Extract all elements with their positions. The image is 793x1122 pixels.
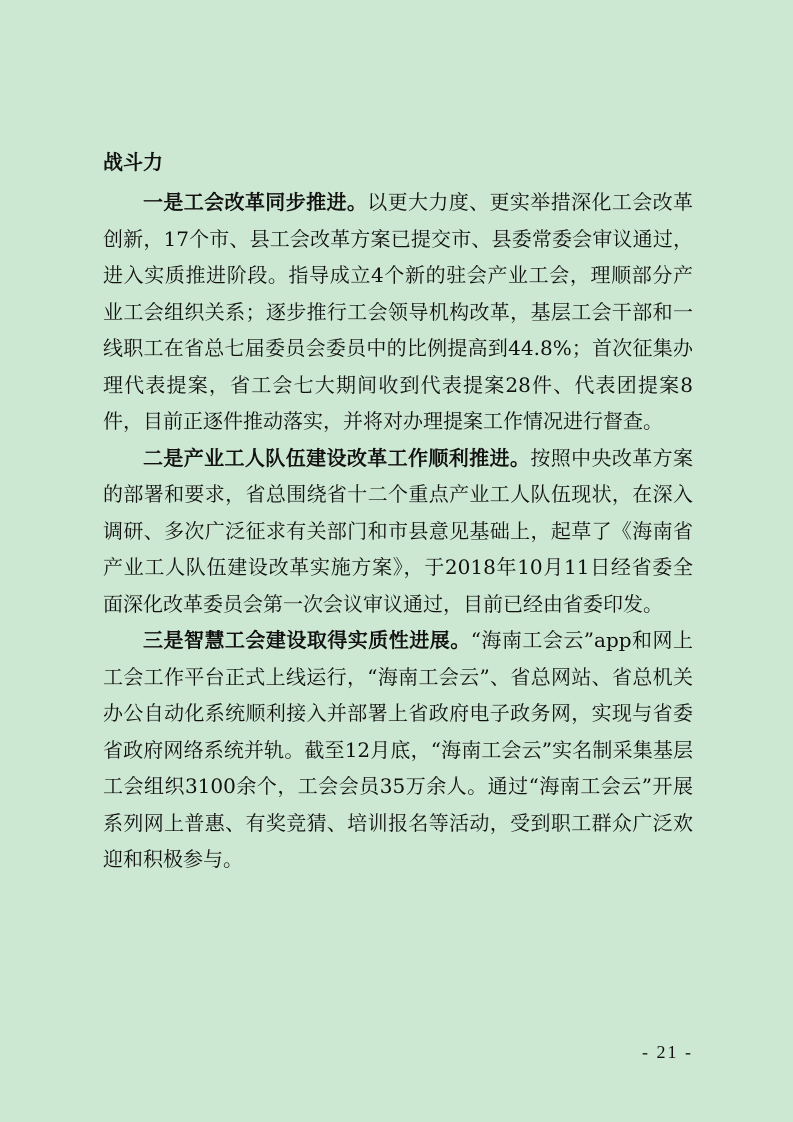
paragraph-lead: 二是产业工人队伍建设改革工作顺利推进。 (143, 445, 531, 470)
section-heading: 战斗力 (103, 150, 163, 174)
paragraph-text: 按照中央改革方案的部署和要求，省总围绕省十二个重点产业工人队伍现状，在深入调研、多次广泛征求有关部门和市县意见基础上，起草了《海南省产业工人队伍建设改革实施方案》，于2018年10月11日经省委全面深化改革委员会第一次会议审议通过，目前已经由省委印发。 (103, 445, 694, 616)
document-body (103, 148, 693, 878)
paragraph-text: “海南工会云”app和网上工会工作平台正式上线运行，“海南工会云”、省总网站、省总机关办公自动化系统顺利接入并部署上省政府电子政务网，实现与省委省政府网络系统并轨。截至12月底，“海南工会云”实名制采集基层工会组织3100余个，工会会员35万余人。通过“海南工会云”开展系列网上普惠、有奖竞猜、培训报名等活动，受到职工群众广泛欢迎和积极参与。 (103, 628, 694, 871)
paragraph-text: 以更大力度、更实举措深化工会改革创新，17个市、县工会改革方案已提交市、县委常委会审议通过，进入实质推进阶段。指导成立4个新的驻会产业工会，理顺部分产业工会组织关系；逐步推行工会领导机构改革，基层工会干部和一线职工在省总七届委员会委员中的比例提高到44.8%；首次征集办理代表提案，省工会七大期间收到代表提案28件、代表团提案8件，目前正逐件推动落实，并将对办理提案工作情况进行督查。 (103, 190, 694, 433)
paragraph-lead: 三是智慧工会建设取得实质性进展。 (143, 628, 471, 652)
paragraph-lead: 一是工会改革同步推进。 (143, 190, 368, 214)
paragraph-smart-union (103, 622, 693, 878)
paragraph-union-reform (103, 184, 693, 440)
paragraph-industrial-workforce (103, 440, 693, 623)
page-number: - 21 - (642, 1042, 693, 1062)
